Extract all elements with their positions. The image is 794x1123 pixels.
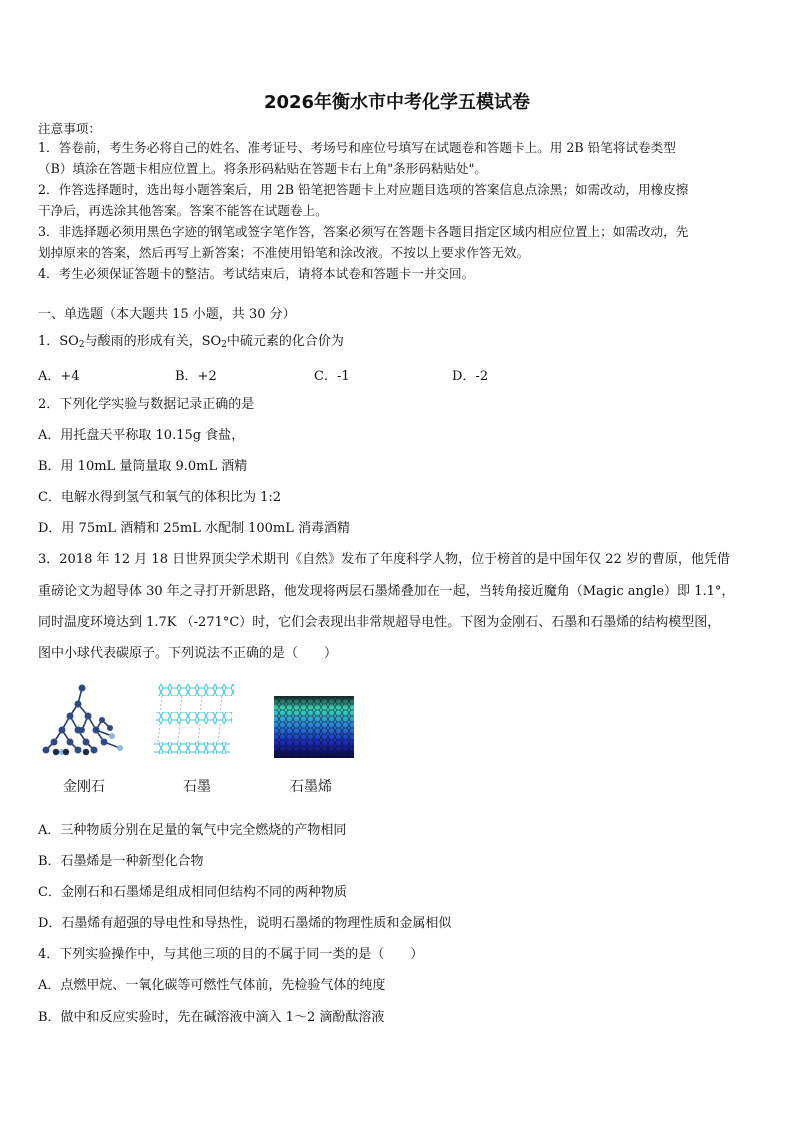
- subscript: 2: [78, 340, 85, 350]
- graphite-structure-image: [152, 680, 242, 760]
- graphene-structure-image: [272, 680, 356, 760]
- q3-stem-line: 图中小球代表碳原子。下列说法不正确的是（ ）: [38, 646, 338, 661]
- q1-stem-part: 中硫元素的化合价为: [226, 334, 344, 349]
- q2-stem: 2．下列化学实验与数据记录正确的是: [38, 397, 255, 412]
- figure-caption-diamond: 金刚石: [63, 779, 105, 795]
- option-a: A．三种物质分别在足量的氧气中完全燃烧的产物相同: [38, 823, 347, 838]
- option-a: A．+4: [38, 369, 80, 384]
- option-c: C．电解水得到氢气和氧气的体积比为 1:2: [38, 490, 282, 505]
- notice-line: 4．考生必须保证答题卡的整洁。考试结束后，请将本试卷和答题卡一并交回。: [38, 266, 475, 281]
- q3-stem-line: 重磅论文为超导体 30 年之寻打开新思路，他发现将两层石墨烯叠加在一起，当转角接近魔角（Magic angle）即 1.1°，: [38, 584, 735, 599]
- section-heading: 一、单选题（本大题共 15 小题，共 30 分）: [38, 307, 296, 322]
- notice-line: 划掉原来的答案，然后再写上新答案；不准使用铅笔和涂改液。不按以上要求作答无效。: [38, 245, 530, 260]
- q1-stem-part: 1．SO: [38, 334, 79, 349]
- notice-line: 2．作答选择题时，选出每小题答案后，用 2B 铅笔把答题卡上对应题目选项的答案信息点涂黑；如需改动，用橡皮擦: [38, 182, 689, 197]
- option-d: D．石墨烯有超强的导电性和导热性，说明石墨烯的物理性质和金属相似: [38, 916, 452, 931]
- option-a: A．用托盘天平称取 10.15g 食盐，: [38, 428, 245, 443]
- notice-line: 干净后，再选涂其他答案。答案不能答在试题卷上。: [38, 203, 328, 218]
- diamond-structure-image: [42, 680, 132, 760]
- notice-line: （B）填涂在答题卡相应位置上。将条形码粘贴在答题卡右上角"条形码粘贴处"。: [38, 161, 488, 176]
- page-title: 2026年衡水市中考化学五模试卷: [263, 92, 531, 113]
- option-b: B．做中和反应实验时，先在碱溶液中滴入 1～2 滴酚酞溶液: [38, 1010, 385, 1025]
- figure-caption-graphene: 石墨烯: [290, 779, 332, 795]
- option-c: C．-1: [314, 369, 350, 384]
- option-b: B．用 10mL 量筒量取 9.0mL 酒精: [38, 459, 248, 474]
- option-d: D．-2: [452, 369, 489, 384]
- q1-stem-part: 与酸雨的形成有关，SO: [84, 334, 222, 349]
- option-d: D．用 75mL 酒精和 25mL 水配制 100mL 消毒酒精: [38, 521, 350, 536]
- option-c: C．金刚石和石墨烯是组成相同但结构不同的两种物质: [38, 885, 347, 900]
- subscript: 2: [221, 340, 227, 350]
- option-b: B．+2: [175, 369, 217, 384]
- notice-line: 1．答卷前，考生务必将自己的姓名、准考证号、考场号和座位号填写在试题卷和答题卡上。用 2B 铅笔将试卷类型: [38, 140, 676, 155]
- notice-heading: 注意事项：: [38, 121, 101, 136]
- q3-stem-line: 3．2018 年 12 月 18 日世界顶尖学术期刊《自然》发布了年度科学人物，位于榜首的是中国年仅 22 岁的曹原，他凭借: [38, 552, 730, 567]
- q3-stem-line: 同时温度环境达到 1.7K （-271°C）时，它们会表现出非常规超导电性。下图为金刚石、石墨和石墨烯的结构模型图，: [38, 615, 721, 630]
- notice-line: 3．非选择题必须用黑色字迹的钢笔或签字笔作答，答案必须写在答题卡各题目指定区域内相应位置上；如需改动，先: [38, 224, 689, 239]
- q1-stem: [38, 333, 760, 354]
- q4-stem: 4．下列实验操作中，与其他三项的目的不属于同一类的是（ ）: [38, 947, 424, 962]
- option-a: A．点燃甲烷、一氧化碳等可燃性气体前，先检验气体的纯度: [38, 978, 386, 993]
- option-b: B．石墨烯是一种新型化合物: [38, 854, 204, 869]
- figure-caption-graphite: 石墨: [183, 779, 211, 795]
